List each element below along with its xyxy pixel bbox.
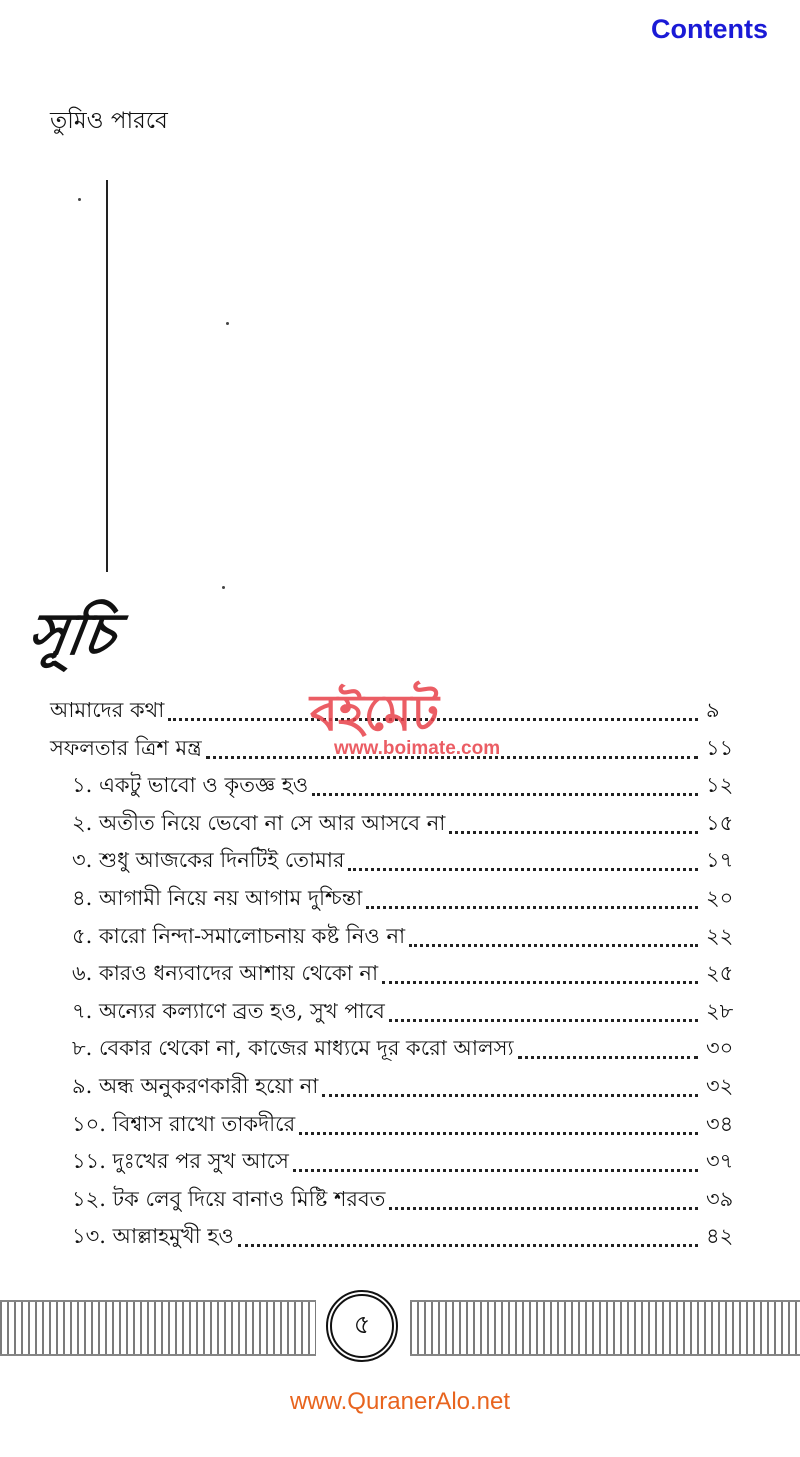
dot-leader bbox=[322, 1070, 698, 1097]
toc-entry[interactable] bbox=[50, 1108, 740, 1146]
toc-entry[interactable] bbox=[50, 1145, 740, 1183]
dot-leader bbox=[312, 769, 698, 796]
page-number-medallion bbox=[326, 1290, 398, 1362]
toc-entry-title: ১১. দুঃখের পর সুখ আসে bbox=[72, 1145, 293, 1180]
ornament-border-right bbox=[410, 1300, 800, 1356]
toc-entry-title: ৫. কারো নিন্দা-সমালোচনায় কষ্ট নিও না bbox=[72, 920, 409, 955]
toc-entry-title: ৩. শুধু আজকের দিনটিই তোমার bbox=[72, 844, 348, 879]
toc-entry-page: ২৫ bbox=[706, 961, 734, 986]
toc-entry-title: আমাদের কথা bbox=[50, 694, 168, 729]
watermark-url: www.boimate.com bbox=[334, 738, 501, 759]
book-title: তুমিও পারবে bbox=[50, 108, 168, 134]
dot-leader bbox=[293, 1145, 698, 1172]
ornament-border-left bbox=[0, 1300, 316, 1356]
toc-entry-title: সফলতার ত্রিশ মন্ত্র bbox=[50, 732, 206, 767]
section-heading: সূচি bbox=[23, 600, 120, 668]
dot-leader bbox=[238, 1220, 698, 1247]
toc-entry-page: ১৫ bbox=[706, 810, 734, 835]
toc-entry[interactable] bbox=[50, 1183, 740, 1221]
toc-entry[interactable] bbox=[50, 769, 740, 807]
toc-entry-page: ১১ bbox=[706, 735, 734, 760]
dot-leader bbox=[348, 844, 698, 871]
dot-leader bbox=[389, 995, 698, 1022]
toc-entry-page: ২২ bbox=[706, 923, 734, 948]
toc-entry[interactable] bbox=[50, 882, 740, 920]
toc-entry-page: ৩৯ bbox=[706, 1186, 734, 1211]
toc-entry-page: ১৭ bbox=[706, 848, 734, 873]
dot-leader bbox=[389, 1183, 698, 1210]
toc-entry[interactable] bbox=[50, 995, 740, 1033]
dot-leader bbox=[299, 1108, 698, 1135]
toc-entry-page: ৪২ bbox=[706, 1224, 734, 1249]
dot-leader bbox=[206, 732, 698, 759]
speck bbox=[222, 586, 225, 589]
toc-entry-title: ৬. কারও ধন্যবাদের আশায় থেকো না bbox=[72, 957, 382, 992]
toc-entry[interactable] bbox=[50, 920, 740, 958]
toc-entry-title: ৯. অন্ধ অনুকরণকারী হয়ো না bbox=[72, 1070, 322, 1105]
toc-entry-page: ৩৪ bbox=[706, 1111, 734, 1136]
toc-entry[interactable] bbox=[50, 732, 740, 770]
table-of-contents bbox=[50, 694, 740, 1258]
toc-entry-page: ৯ bbox=[706, 698, 720, 722]
toc-entry-title: ১২. টক লেবু দিয়ে বানাও মিষ্টি শরবত bbox=[72, 1183, 389, 1218]
toc-entry-page: ৩২ bbox=[706, 1073, 734, 1098]
dot-leader bbox=[366, 882, 698, 909]
vertical-rule bbox=[106, 180, 108, 572]
dot-leader bbox=[409, 920, 698, 947]
toc-entry-page: ৩৭ bbox=[706, 1149, 734, 1174]
dot-leader bbox=[449, 807, 698, 834]
toc-entry-page: ১২ bbox=[706, 773, 734, 798]
toc-entry-title: ৪. আগামী নিয়ে নয় আগাম দুশ্চিন্তা bbox=[72, 882, 366, 917]
speck bbox=[226, 322, 229, 325]
toc-entry-page: ২০ bbox=[706, 885, 734, 910]
dot-leader bbox=[382, 957, 698, 984]
page-number: ৫ bbox=[353, 1310, 371, 1340]
toc-entry[interactable] bbox=[50, 957, 740, 995]
speck bbox=[78, 198, 81, 201]
toc-entry-title: ১০. বিশ্বাস রাখো তাকদীরে bbox=[72, 1108, 299, 1143]
toc-entry-page: ৩০ bbox=[706, 1036, 734, 1061]
toc-entry-title: ৮. বেকার থেকো না, কাজের মাধ্যমে দূর করো আলস্য bbox=[72, 1032, 518, 1067]
toc-entry-title: ১. একটু ভাবো ও কৃতজ্ঞ হও bbox=[72, 769, 312, 804]
toc-entry[interactable] bbox=[50, 1220, 740, 1258]
toc-entry[interactable] bbox=[50, 1032, 740, 1070]
dot-leader bbox=[168, 694, 698, 721]
dot-leader bbox=[518, 1032, 698, 1059]
watermark-logo-text: বইমেট bbox=[310, 683, 439, 742]
toc-entry-title: ১৩. আল্লাহমুখী হও bbox=[72, 1220, 238, 1255]
toc-entry[interactable] bbox=[50, 694, 740, 732]
toc-entry[interactable] bbox=[50, 807, 740, 845]
toc-entry-title: ৭. অন্যের কল্যাণে ব্রত হও, সুখ পাবে bbox=[72, 995, 389, 1030]
toc-entry-page: ২৮ bbox=[706, 998, 734, 1023]
toc-entry[interactable] bbox=[50, 1070, 740, 1108]
toc-entry-title: ২. অতীত নিয়ে ভেবো না সে আর আসবে না bbox=[72, 807, 449, 842]
contents-header: Contents bbox=[651, 14, 768, 44]
toc-entry[interactable] bbox=[50, 844, 740, 882]
footer-url[interactable]: www.QuranerAlo.net bbox=[289, 1388, 511, 1415]
